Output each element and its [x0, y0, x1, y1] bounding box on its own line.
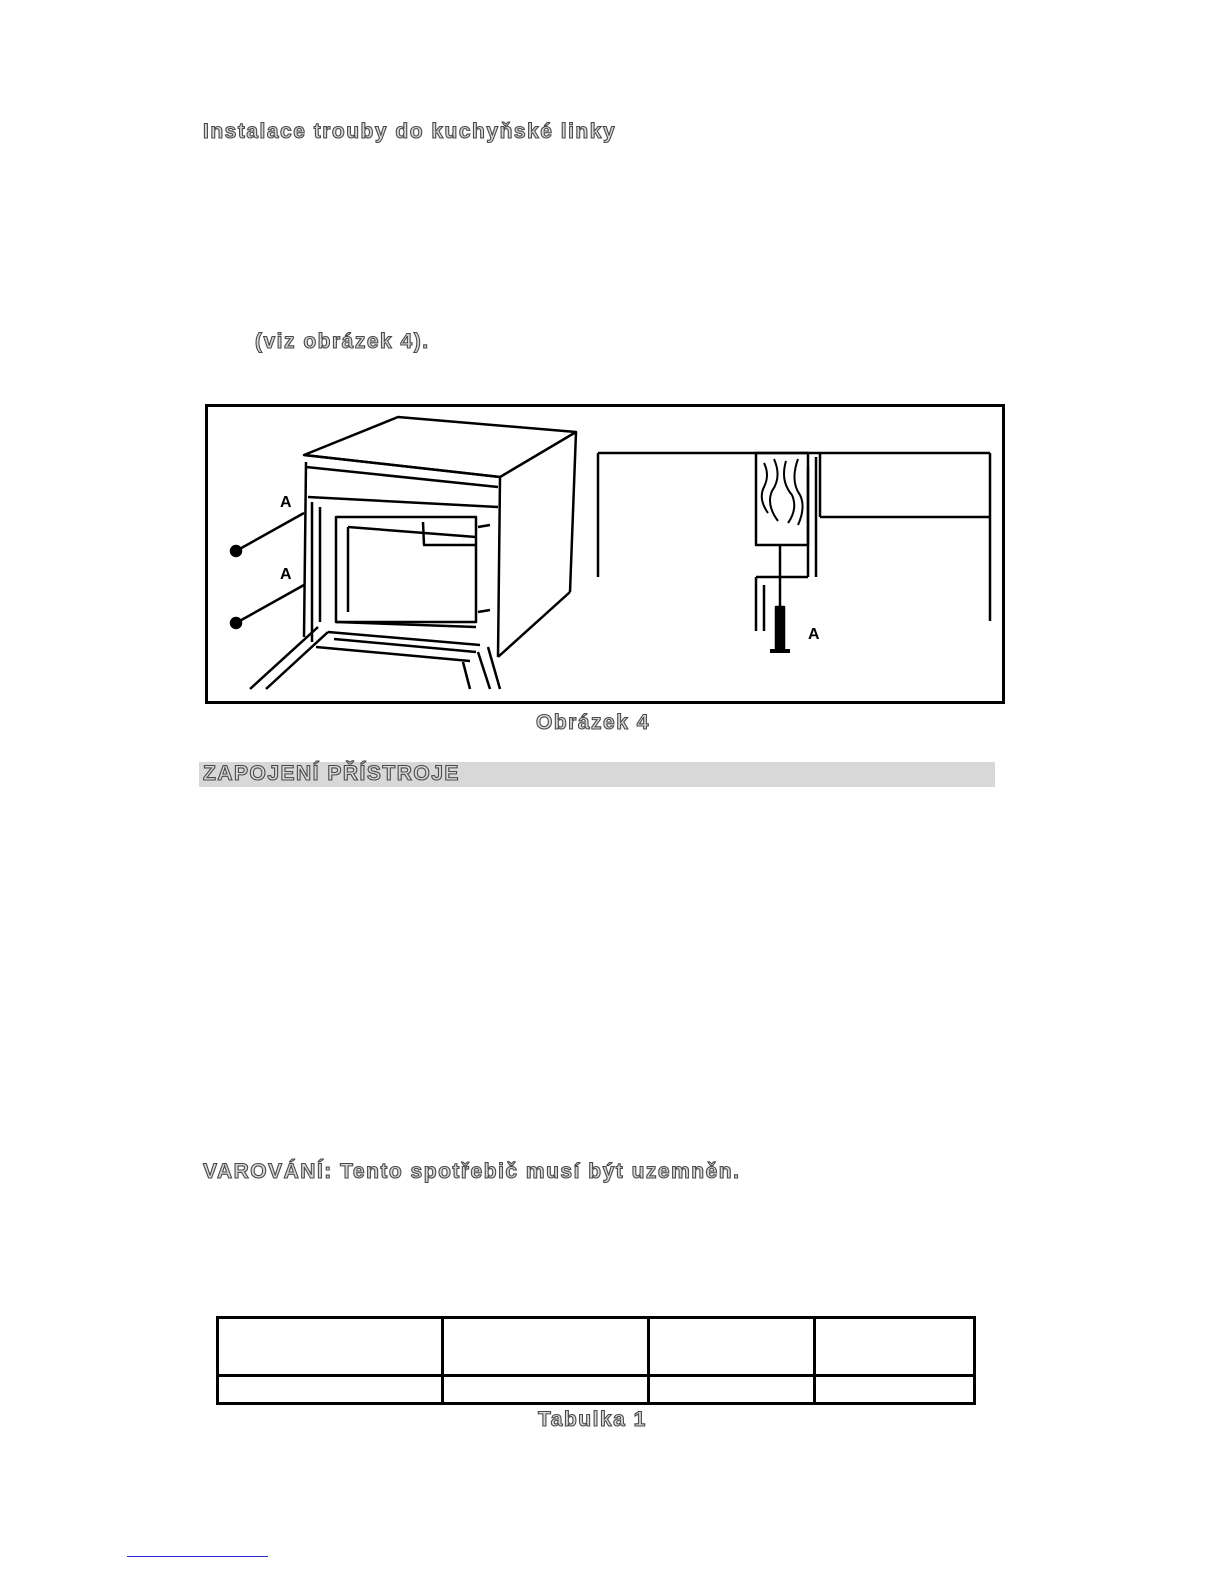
- table-cell: [815, 1318, 975, 1376]
- oven-installation-drawing: [208, 407, 1002, 701]
- screw-upper: [236, 513, 304, 551]
- table-row: [218, 1376, 975, 1404]
- warning-label: VAROVÁNÍ: [203, 1160, 325, 1183]
- warning-line: [203, 1160, 740, 1184]
- oven-door-top: [328, 632, 480, 645]
- screw-lower: [236, 585, 304, 623]
- data-table: [216, 1316, 976, 1405]
- table-cell: [443, 1318, 649, 1376]
- oven-door-left: [250, 627, 318, 689]
- figure-4-illustration: [205, 404, 1005, 704]
- wood-block: [756, 453, 808, 545]
- footnote-rule: [127, 1556, 268, 1557]
- table-cell: [218, 1376, 443, 1404]
- table-row: [218, 1318, 975, 1376]
- oven-front-top-edge: [304, 455, 500, 477]
- oven-front-right-edge: [498, 477, 500, 657]
- table-cell: [649, 1318, 815, 1376]
- section-heading: ZAPOJENÍ PŘÍSTROJE: [203, 762, 460, 785]
- oven-top-panel: [304, 417, 576, 477]
- table-cell: [649, 1376, 815, 1404]
- oven-front-strip: [306, 467, 498, 487]
- table-cell: [443, 1376, 649, 1404]
- figure-caption: Obrázek 4: [536, 711, 650, 734]
- table-1: [216, 1316, 976, 1405]
- callout-a-lower: A: [280, 566, 292, 583]
- oven-bottom-right-edge: [498, 592, 570, 657]
- table-cell: [815, 1376, 975, 1404]
- screw-vertical: [776, 607, 784, 649]
- oven-right-edge: [570, 432, 576, 592]
- oven-frame-strip: [308, 497, 498, 507]
- figure-reference: (viz obrázek 4).: [255, 330, 430, 353]
- section-title: Instalace trouby do kuchyňské linky: [203, 120, 617, 143]
- warning-text: : Tento spotřebič musí být uzemněn.: [324, 1160, 741, 1183]
- callout-a-upper: A: [280, 494, 292, 511]
- table-cell: [218, 1318, 443, 1376]
- table-caption: Tabulka 1: [538, 1408, 647, 1431]
- callout-a-right: A: [808, 626, 820, 643]
